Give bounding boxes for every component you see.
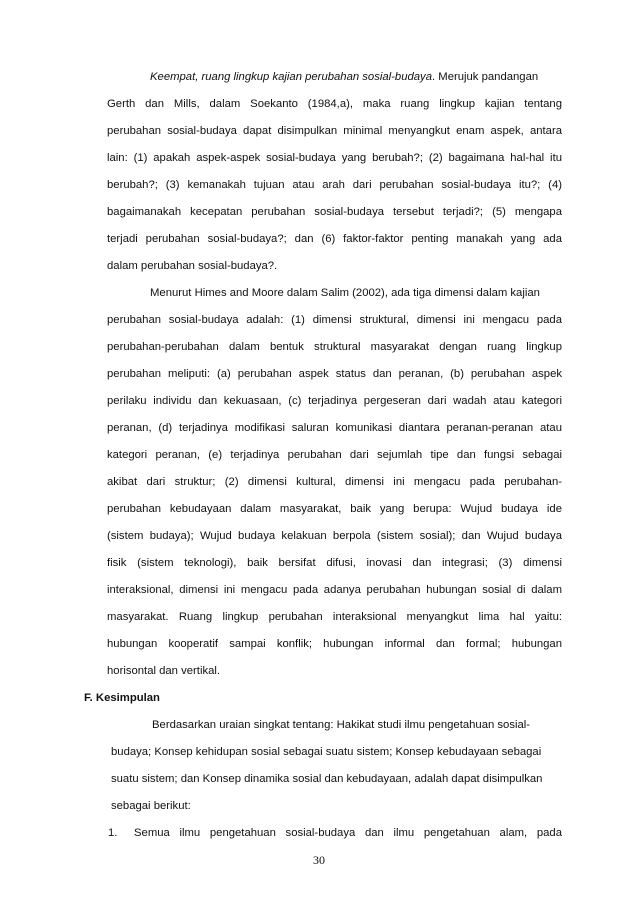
paragraph-line: Keempat, ruang lingkup kajian perubahan sosial-budaya. Merujuk pandangan bbox=[150, 71, 539, 83]
paragraph-line: fisik (sistem teknologi), baik bersifat difusi, inovasi dan integrasi; (3) dimensi bbox=[107, 557, 562, 569]
paragraph-line: interaksional, dimensi ini mengacu pada adanya perubahan hubungan sosial di dalam bbox=[107, 584, 562, 596]
paragraph-line: perubahan kebudayaan dalam masyarakat, baik yang berupa: Wujud budaya ide bbox=[107, 503, 562, 515]
paragraph-line: sebagai berikut: bbox=[111, 800, 191, 812]
paragraph-line: perilaku individu dan kekuasaan, (c) terjadinya pergeseran dari wadah atau kategori bbox=[107, 395, 562, 407]
paragraph-line: perubahan meliputi: (a) perubahan aspek status dan peranan, (b) perubahan aspek bbox=[107, 368, 562, 380]
page-number: 30 bbox=[313, 853, 325, 867]
paragraph-line: hubungan kooperatif sampai konflik; hubungan informal dan formal; hubungan bbox=[107, 638, 562, 650]
paragraph-line: budaya; Konsep kehidupan sosial sebagai suatu sistem; Konsep kebudayaan sebagai bbox=[111, 746, 542, 758]
paragraph-line: (sistem budaya); Wujud budaya kelakuan berpola (sistem sosial); dan Wujud budaya bbox=[107, 530, 562, 542]
paragraph-line: lain: (1) apakah aspek-aspek sosial-budaya yang berubah?; (2) bagaimana hal-hal itu bbox=[107, 152, 562, 164]
paragraph-line: berubah?; (3) kemanakah tujuan atau arah dari perubahan sosial-budaya itu?; (4) bbox=[107, 179, 562, 191]
section-heading: F. Kesimpulan bbox=[84, 692, 160, 704]
paragraph-line: perubahan sosial-budaya dapat disimpulkan minimal menyangkut enam aspek, antara bbox=[107, 125, 562, 137]
paragraph-line: akibat dari struktur; (2) dimensi kultural, dimensi ini mengacu pada perubahan- bbox=[107, 476, 562, 488]
paragraph-line: Gerth dan Mills, dalam Soekanto (1984,a), maka ruang lingkup kajian tentang bbox=[107, 98, 562, 110]
paragraph-line: Menurut Himes and Moore dalam Salim (2002), ada tiga dimensi dalam kajian bbox=[150, 287, 540, 299]
paragraph-line: peranan, (d) terjadinya modifikasi saluran komunikasi diantara peranan-peranan atau bbox=[107, 422, 562, 434]
list-item-line: Semua ilmu pengetahuan sosial-budaya dan ilmu pengetahuan alam, pada bbox=[134, 827, 562, 839]
paragraph-line: perubahan sosial-budaya adalah: (1) dimensi struktural, dimensi ini mengacu pada bbox=[107, 314, 562, 326]
paragraph-line: Berdasarkan uraian singkat tentang: Hakikat studi ilmu pengetahuan sosial- bbox=[152, 719, 531, 731]
italic-phrase: Keempat, ruang lingkup kajian perubahan sosial-budaya bbox=[150, 71, 432, 83]
paragraph-line: dalam perubahan sosial-budaya?. bbox=[107, 260, 278, 272]
list-number: 1. bbox=[108, 827, 118, 839]
paragraph-line: kategori peranan, (e) terjadinya perubahan dari sejumlah tipe dan fungsi sebagai bbox=[107, 449, 562, 461]
paragraph-line: terjadi perubahan sosial-budaya?; dan (6) faktor-faktor penting manakah yang ada bbox=[107, 233, 562, 245]
paragraph-line: bagaimanakah kecepatan perubahan sosial-budaya tersebut terjadi?; (5) mengapa bbox=[107, 206, 562, 218]
paragraph-line: horisontal dan vertikal. bbox=[107, 665, 221, 677]
paragraph-line: masyarakat. Ruang lingkup perubahan interaksional menyangkut lima hal yaitu: bbox=[107, 611, 562, 623]
paragraph-line: perubahan-perubahan dalam bentuk struktural masyarakat dengan ruang lingkup bbox=[107, 341, 562, 353]
paragraph-line: suatu sistem; dan Konsep dinamika sosial dan kebudayaan, adalah dapat disimpulkan bbox=[111, 773, 543, 785]
